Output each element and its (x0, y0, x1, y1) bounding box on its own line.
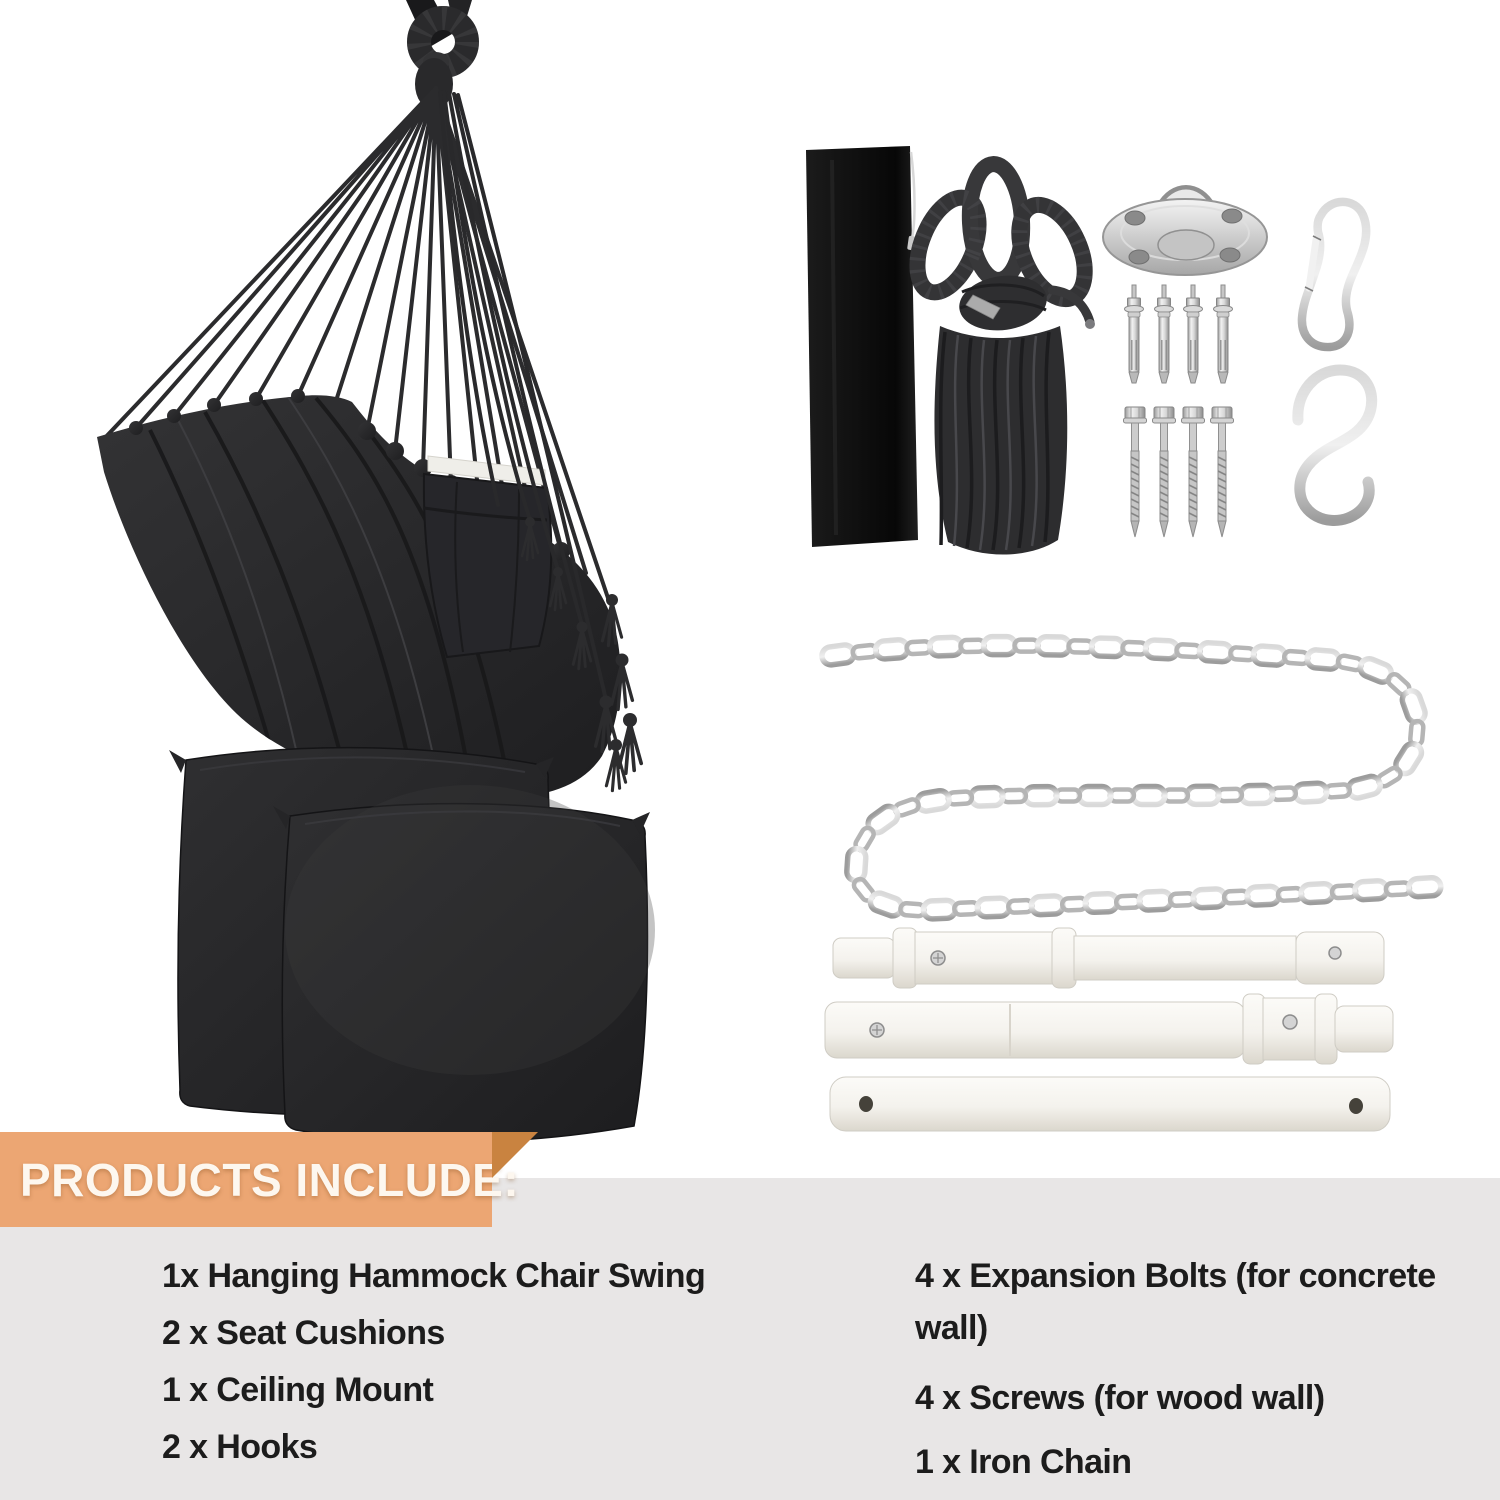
product-list-item: 2 x Seat Cushions (162, 1314, 445, 1352)
spreader-bars-photo (825, 928, 1393, 1131)
ribbon-fold (492, 1132, 538, 1178)
carry-bag-photo (806, 146, 918, 547)
bar-bottom (830, 1077, 1390, 1131)
rope-photo (905, 163, 1098, 555)
seat-pocket (424, 474, 551, 657)
hammock-chair-photo (97, 0, 641, 798)
product-list-item: 2 x Hooks (162, 1428, 318, 1466)
ceiling-mount-photo (1103, 195, 1267, 275)
product-list-item: 4 x Screws (for wood wall) (915, 1379, 1325, 1417)
seat-cushions-photo (169, 748, 655, 1143)
bar-middle (825, 994, 1393, 1064)
products-include-banner (0, 1132, 520, 1227)
carabiner-hook-photo (1302, 202, 1366, 347)
screws-photo (1124, 407, 1234, 537)
iron-chain-photo (821, 637, 1445, 920)
bar-top (833, 928, 1384, 988)
product-list-item: 4 x Expansion Bolts (for concrete wall) (915, 1257, 1436, 1347)
expansion-bolts-photo (1125, 285, 1233, 383)
product-list-item: 1 x Iron Chain (915, 1443, 1132, 1481)
s-hook-photo (1298, 370, 1372, 520)
product-list-item: 1 x Ceiling Mount (162, 1371, 434, 1409)
banner-title: PRODUCTS INCLUDE: (20, 1153, 520, 1206)
product-list-item: 1x Hanging Hammock Chair Swing (162, 1257, 706, 1295)
